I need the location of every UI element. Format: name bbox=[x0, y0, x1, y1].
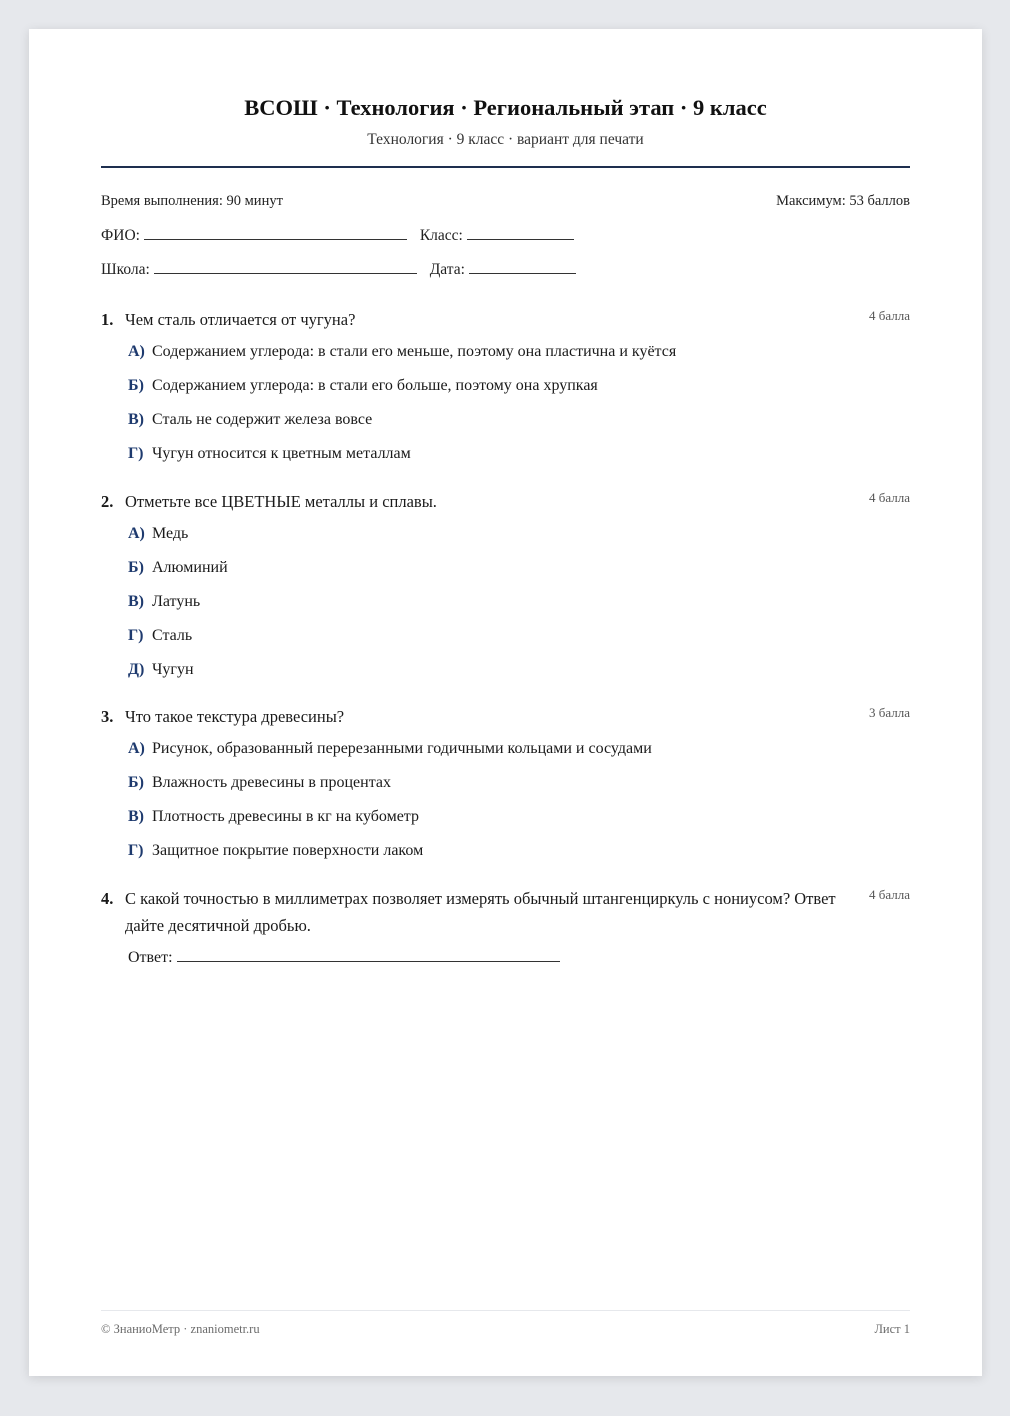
option-letter: А) bbox=[128, 343, 145, 360]
time-limit: Время выполнения: 90 минут bbox=[101, 193, 283, 209]
option-letter: В) bbox=[128, 411, 144, 428]
fio-label: ФИО: bbox=[101, 227, 140, 244]
question-points: 4 балла bbox=[869, 887, 910, 902]
option-text: Чугун относится к цветным металлам bbox=[152, 445, 411, 462]
class-label: Класс: bbox=[419, 227, 463, 244]
question-points: 3 балла bbox=[869, 705, 910, 720]
question-header bbox=[101, 703, 910, 730]
page-title: ВСОШ · Технология · Региональный этап · 9 класс bbox=[244, 95, 767, 120]
question-header bbox=[101, 488, 910, 515]
question-text: Чем сталь отличается от чугуна? bbox=[125, 310, 356, 329]
option-text: Сталь bbox=[152, 627, 193, 644]
option-a[interactable] bbox=[101, 335, 910, 369]
answer-label: Ответ: bbox=[128, 949, 173, 966]
option-a[interactable] bbox=[101, 732, 910, 766]
option-letter: Г) bbox=[128, 445, 144, 462]
max-score: Максимум: 53 баллов bbox=[776, 193, 910, 209]
option-text: Сталь не содержит железа вовсе bbox=[152, 411, 373, 428]
page-number: Лист 1 bbox=[874, 1322, 910, 1336]
options-list bbox=[101, 732, 910, 868]
option-text: Рисунок, образованный перерезанными годичными кольцами и сосудами bbox=[152, 740, 652, 757]
question-number: 1. bbox=[101, 310, 114, 329]
exam-sheet bbox=[29, 29, 982, 1376]
option-letter: Г) bbox=[128, 842, 144, 859]
answer-field[interactable] bbox=[177, 947, 560, 962]
question-header bbox=[101, 306, 910, 333]
option-letter: Б) bbox=[128, 774, 144, 791]
question-1 bbox=[101, 306, 910, 471]
header-divider bbox=[101, 166, 910, 168]
date-label: Дата: bbox=[429, 261, 465, 278]
option-text: Влажность древесины в процентах bbox=[152, 774, 391, 791]
option-g[interactable] bbox=[101, 437, 910, 471]
option-b[interactable] bbox=[101, 369, 910, 403]
option-d[interactable] bbox=[101, 653, 910, 687]
option-letter: Б) bbox=[128, 377, 144, 394]
footer-copyright: © ЗнаниоМетр · znaniometr.ru bbox=[101, 1322, 260, 1336]
question-header bbox=[101, 885, 910, 939]
option-a[interactable] bbox=[101, 517, 910, 551]
option-b[interactable] bbox=[101, 551, 910, 585]
option-letter: Б) bbox=[128, 559, 144, 576]
fio-field[interactable] bbox=[144, 225, 407, 240]
option-letter: А) bbox=[128, 525, 145, 542]
option-text: Медь bbox=[152, 525, 189, 542]
date-field[interactable] bbox=[469, 259, 576, 274]
question-number: 3. bbox=[101, 707, 114, 726]
question-points: 4 балла bbox=[869, 308, 910, 323]
option-letter: В) bbox=[128, 593, 144, 610]
option-g[interactable] bbox=[101, 619, 910, 653]
page-footer bbox=[101, 1310, 910, 1337]
question-text: Что такое текстура древесины? bbox=[125, 707, 345, 726]
school-label: Школа: bbox=[101, 261, 150, 278]
option-text: Латунь bbox=[152, 593, 201, 610]
question-4 bbox=[101, 885, 910, 967]
option-letter: А) bbox=[128, 740, 145, 757]
question-points: 4 балла bbox=[869, 490, 910, 505]
option-v[interactable] bbox=[101, 800, 910, 834]
option-text: Содержанием углерода: в стали его меньше, поэтому она пластична и куётся bbox=[152, 343, 677, 360]
option-text: Плотность древесины в кг на кубометр bbox=[152, 808, 419, 825]
option-text: Алюминий bbox=[152, 559, 228, 576]
question-number: 2. bbox=[101, 492, 114, 511]
option-v[interactable] bbox=[101, 585, 910, 619]
fio-class-row bbox=[101, 225, 574, 245]
option-letter: Д) bbox=[128, 661, 145, 678]
option-g[interactable] bbox=[101, 834, 910, 868]
school-date-row bbox=[101, 259, 576, 279]
option-b[interactable] bbox=[101, 766, 910, 800]
option-text: Содержанием углерода: в стали его больше, поэтому она хрупкая bbox=[152, 377, 598, 394]
question-2 bbox=[101, 488, 910, 687]
option-text: Защитное покрытие поверхности лаком bbox=[152, 842, 424, 859]
option-v[interactable] bbox=[101, 403, 910, 437]
option-text: Чугун bbox=[152, 661, 194, 678]
option-letter: Г) bbox=[128, 627, 144, 644]
meta-row bbox=[101, 193, 910, 210]
question-text: С какой точностью в миллиметрах позволяет измерять обычный штангенциркуль с нониусом? Ответ дайте десятичной дробью. bbox=[125, 889, 836, 935]
school-field[interactable] bbox=[154, 259, 417, 274]
page-subtitle: Технология · 9 класс · вариант для печати bbox=[367, 131, 644, 148]
sheet-content bbox=[101, 29, 910, 1376]
question-number: 4. bbox=[101, 889, 114, 908]
options-list bbox=[101, 517, 910, 687]
option-letter: В) bbox=[128, 808, 144, 825]
question-3 bbox=[101, 703, 910, 868]
answer-row bbox=[101, 947, 910, 967]
class-field[interactable] bbox=[467, 225, 574, 240]
options-list bbox=[101, 335, 910, 471]
question-text: Отметьте все ЦВЕТНЫЕ металлы и сплавы. bbox=[125, 492, 437, 511]
